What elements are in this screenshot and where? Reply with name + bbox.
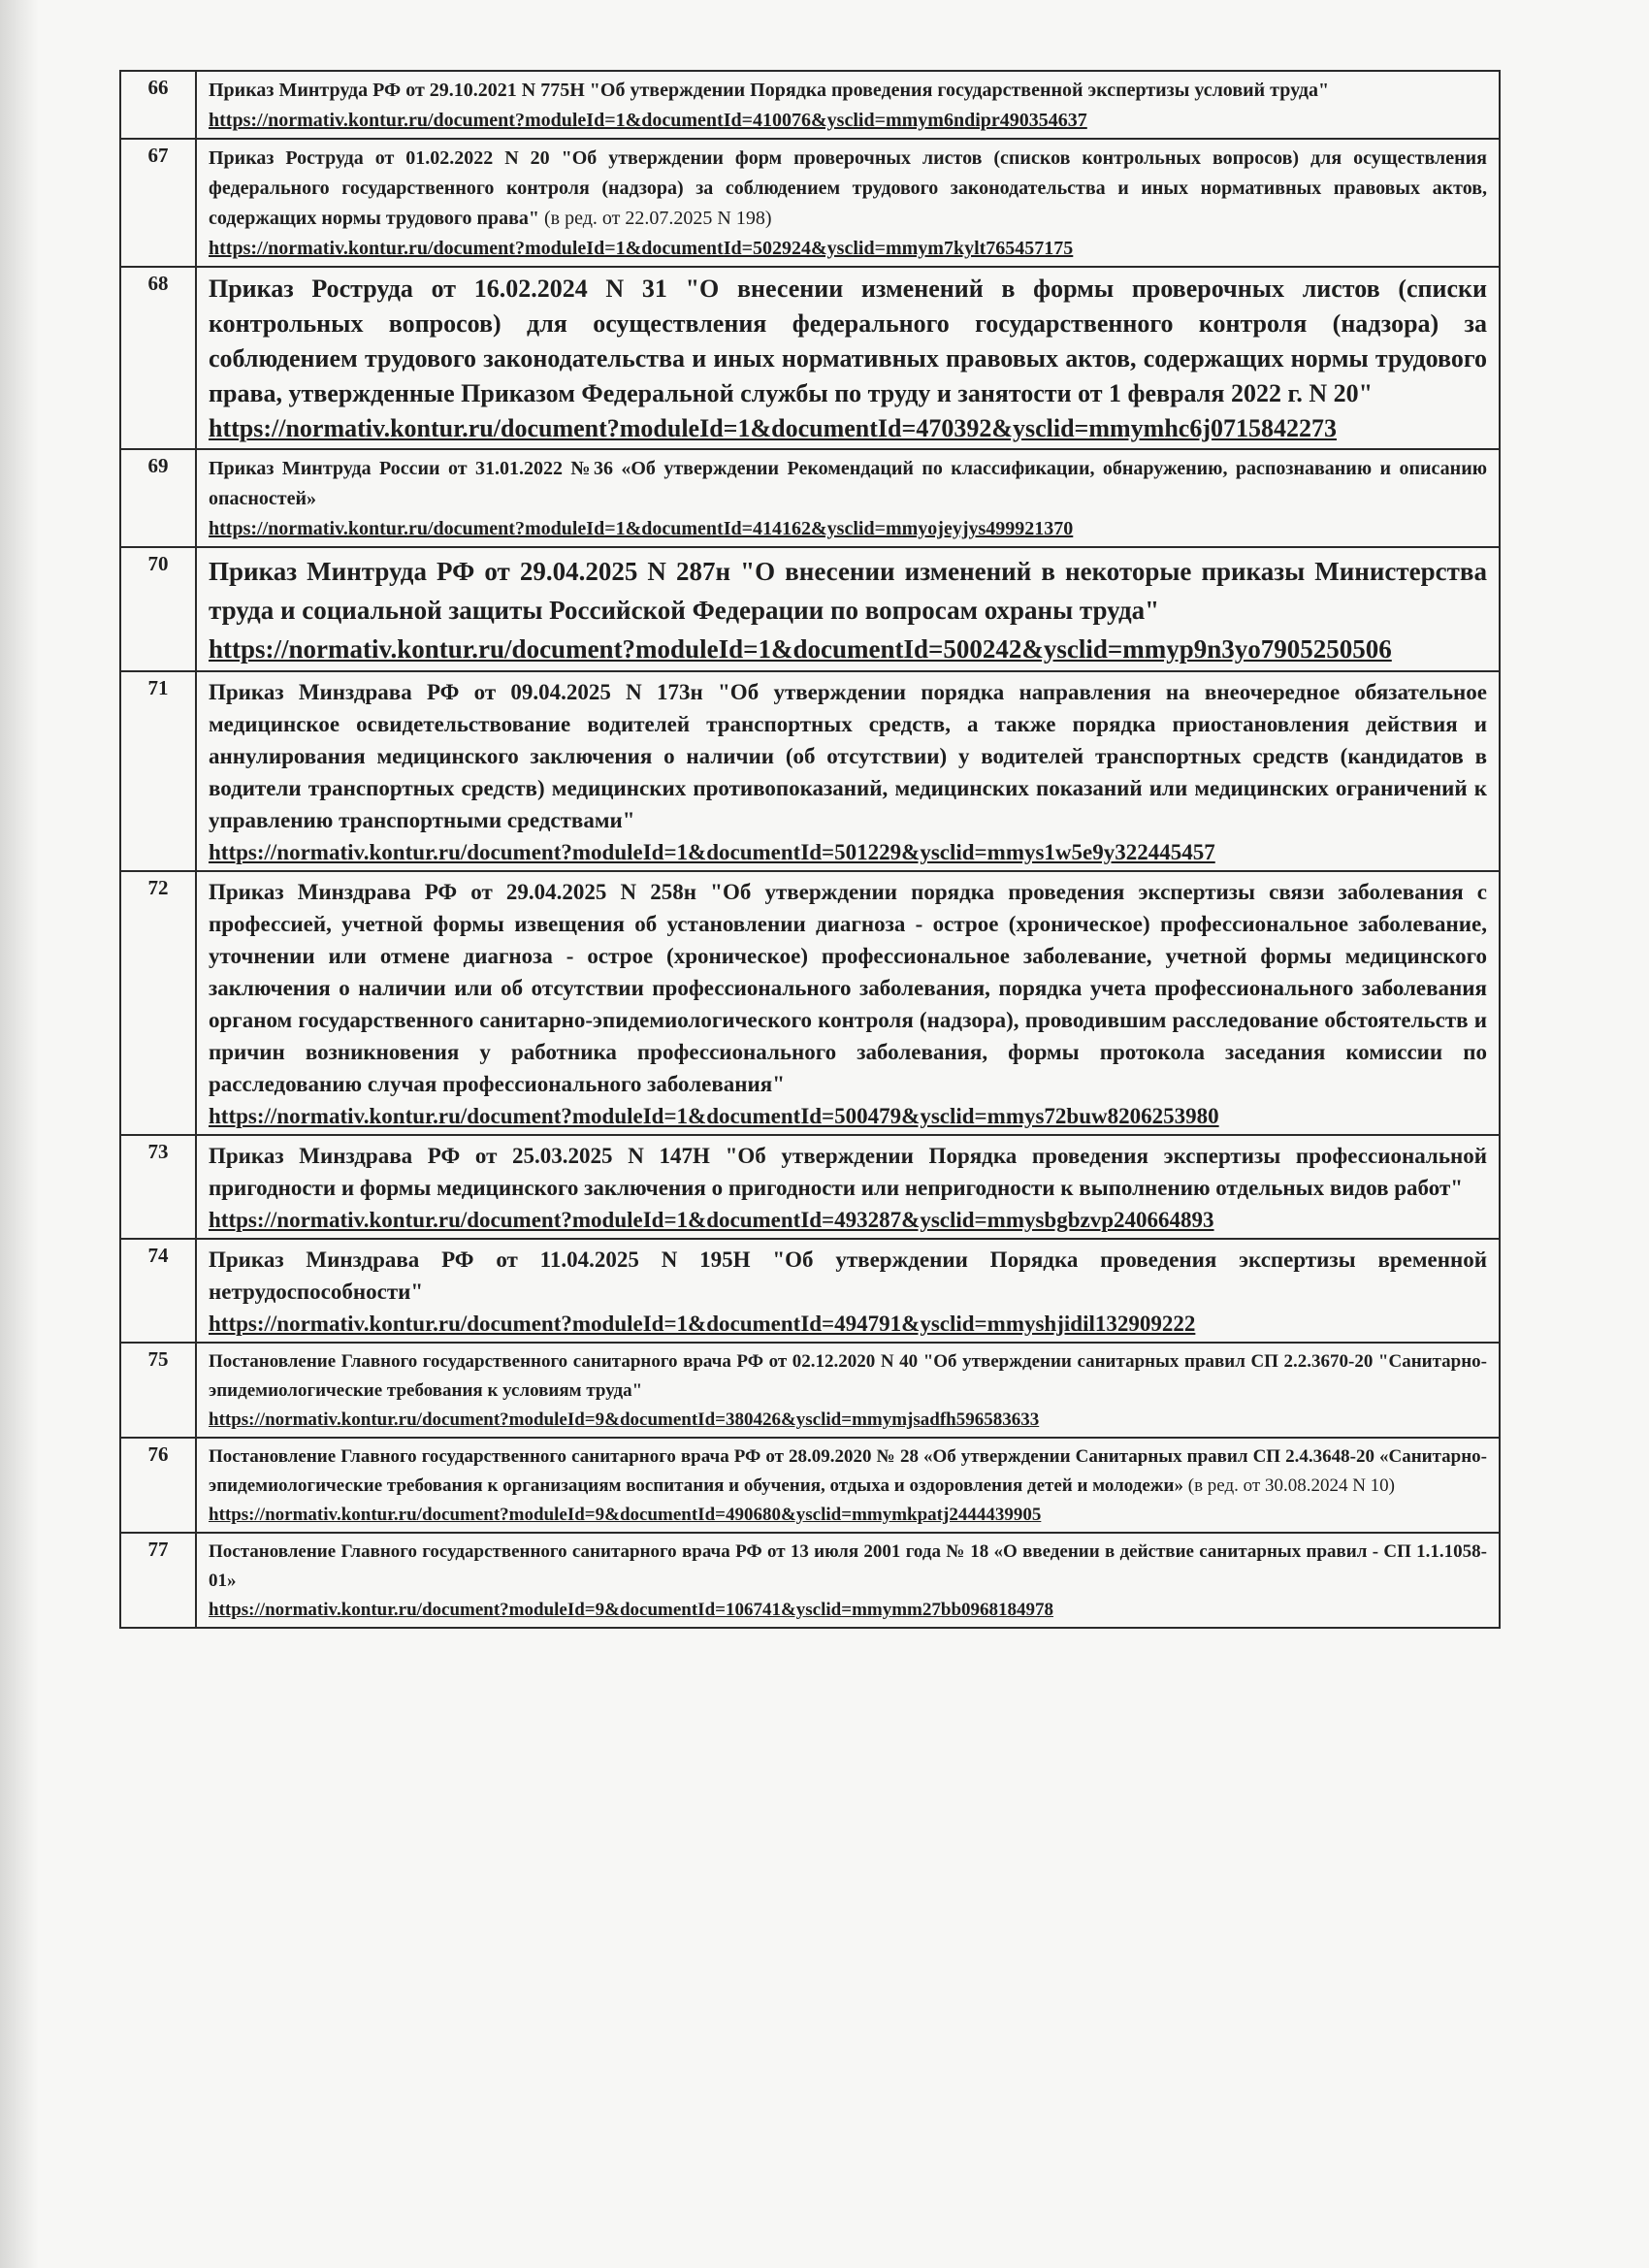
- table-row: [120, 449, 1500, 547]
- row-content: [196, 1239, 1500, 1343]
- document-title: Приказ Минздрава РФ от 25.03.2025 N 147Н "Об утверждении Порядка проведения экспертизы профессиональной пригодности и формы медицинского заключения о пригодности или непригодности к выполнению отдельных видов работ": [209, 1144, 1487, 1200]
- row-content: [196, 1533, 1500, 1628]
- table-row: [120, 267, 1500, 449]
- table-row: [120, 1135, 1500, 1239]
- row-content: [196, 267, 1500, 449]
- document-title: Приказ Роструда от 01.02.2022 N 20 "Об утверждении форм проверочных листов (списков контрольных вопросов) для осуществления федерального государственного контроля (надзора) за соблюдением трудового законодательства и иных нормативных правовых актов, содержащих нормы трудового права" (в ред. от 22.07.2025 N 198): [209, 147, 1487, 229]
- row-content: [196, 671, 1500, 871]
- row-number: 71: [120, 671, 196, 871]
- document-link[interactable]: https://normativ.kontur.ru/document?moduleId=1&documentId=493287&ysclid=mmysbgbzvp240664893: [209, 1208, 1214, 1232]
- row-content: [196, 1135, 1500, 1239]
- row-number: 69: [120, 449, 196, 547]
- document-link[interactable]: https://normativ.kontur.ru/document?moduleId=1&documentId=414162&ysclid=mmyojeyjys499921370: [209, 518, 1074, 539]
- row-number: 70: [120, 547, 196, 671]
- document-link[interactable]: https://normativ.kontur.ru/document?moduleId=1&documentId=500479&ysclid=mmys72buw8206253980: [209, 1104, 1219, 1128]
- table-row: [120, 671, 1500, 871]
- document-title: Постановление Главного государственного санитарного врача РФ от 02.12.2020 N 40 "Об утверждении санитарных правил СП 2.2.3670-20 "Санитарно-эпидемиологические требования к условиям труда": [209, 1351, 1487, 1401]
- document-title: Постановление Главного государственного санитарного врача РФ от 28.09.2020 № 28 «Об утверждении Санитарных правил СП 2.4.3648-20 «Санитарно-эпидемиологические требования к организациям воспитания и обучения, отдыха и оздоровления детей и молодежи» (в ред. от 30.08.2024 N 10): [209, 1446, 1487, 1496]
- row-content: [196, 1343, 1500, 1438]
- row-number: 72: [120, 871, 196, 1135]
- row-content: [196, 871, 1500, 1135]
- row-number: 68: [120, 267, 196, 449]
- table-row: [120, 71, 1500, 139]
- table-row: [120, 1343, 1500, 1438]
- row-content: [196, 1438, 1500, 1533]
- scan-shadow: [0, 0, 39, 2268]
- document-link[interactable]: https://normativ.kontur.ru/document?moduleId=1&documentId=500242&ysclid=mmyp9n3yo7905250506: [209, 634, 1392, 664]
- row-number: 73: [120, 1135, 196, 1239]
- row-content: [196, 449, 1500, 547]
- document-link[interactable]: https://normativ.kontur.ru/document?moduleId=9&documentId=380426&ysclid=mmymjsadfh596583633: [209, 1409, 1040, 1430]
- row-number: 66: [120, 71, 196, 139]
- row-number: 67: [120, 139, 196, 267]
- table-row: [120, 1239, 1500, 1343]
- document-title: Приказ Минздрава РФ от 09.04.2025 N 173н "Об утверждении порядка направления на внеочередное обязательное медицинское освидетельствование водителей транспортных средств, а также порядка приостановления действия и аннулирования медицинского заключения о наличии (об отсутствии) у водителей транспортных средств (кандидатов в водители транспортных средств) медицинских противопоказаний, медицинских показаний или медицинских ограничений к управлению транспортными средствами": [209, 680, 1487, 832]
- document-title: Приказ Минтруда РФ от 29.10.2021 N 775Н "Об утверждении Порядка проведения государственной экспертизы условий труда": [209, 80, 1330, 101]
- document-title: Приказ Минтруда РФ от 29.04.2025 N 287н "О внесении изменений в некоторые приказы Министерства труда и социальной защиты Российской Федерации по вопросам охраны труда": [209, 557, 1487, 625]
- document-link[interactable]: https://normativ.kontur.ru/document?moduleId=1&documentId=410076&ysclid=mmym6ndipr490354637: [209, 110, 1087, 131]
- document-title: Постановление Главного государственного санитарного врача РФ от 13 июля 2001 года № 18 «О введении в действие санитарных правил - СП 1.1.1058-01»: [209, 1541, 1487, 1591]
- document-title: Приказ Роструда от 16.02.2024 N 31 "О внесении изменений в формы проверочных листов (списки контрольных вопросов) для осуществления федерального государственного контроля (надзора) за соблюдением трудового законодательства и иных нормативных правовых актов, содержащих нормы трудового права, утвержденные Приказом Федеральной службы по труду и занятости от 1 февраля 2022 г. N 20": [209, 275, 1487, 407]
- row-content: [196, 139, 1500, 267]
- row-number: 75: [120, 1343, 196, 1438]
- table-row: [120, 547, 1500, 671]
- document-link[interactable]: https://normativ.kontur.ru/document?moduleId=9&documentId=106741&ysclid=mmymm27bb0968184978: [209, 1600, 1054, 1620]
- table-row: [120, 871, 1500, 1135]
- table-row: [120, 1438, 1500, 1533]
- table-row: [120, 139, 1500, 267]
- document-link[interactable]: https://normativ.kontur.ru/document?moduleId=1&documentId=470392&ysclid=mmymhc6j0715842273: [209, 414, 1337, 442]
- document-title: Приказ Минздрава РФ от 29.04.2025 N 258н "Об утверждении порядка проведения экспертизы связи заболевания с профессией, учетной формы извещения об установлении диагноза - острое (хроническое) профессиональное заболевание, уточнении или отмене диагноза - острое (хроническое) профессиональное заболевание, учетной формы медицинского заключения о наличии или об отсутствии профессионального заболевания, порядка учета профессионального заболевания органом государственного санитарно-эпидемиологического контроля (надзора), проводившим расследование обстоятельств и причин возникновения у работника профессионального заболевания, формы протокола заседания комиссии по расследованию случая профессионального заболевания": [209, 880, 1487, 1096]
- row-content: [196, 547, 1500, 671]
- regulations-table: [119, 70, 1501, 1629]
- table-row: [120, 1533, 1500, 1628]
- row-number: 76: [120, 1438, 196, 1533]
- document-link[interactable]: https://normativ.kontur.ru/document?moduleId=9&documentId=490680&ysclid=mmymkpatj2444439905: [209, 1505, 1042, 1525]
- document-title: Приказ Минздрава РФ от 11.04.2025 N 195Н "Об утверждении Порядка проведения экспертизы временной нетрудоспособности": [209, 1247, 1487, 1304]
- document-link[interactable]: https://normativ.kontur.ru/document?moduleId=1&documentId=501229&ysclid=mmys1w5e9y322445457: [209, 840, 1215, 864]
- document-title: Приказ Минтруда России от 31.01.2022 №36 «Об утверждении Рекомендаций по классификации, обнаружению, распознаванию и описанию опасностей»: [209, 458, 1487, 509]
- row-number: 77: [120, 1533, 196, 1628]
- row-number: 74: [120, 1239, 196, 1343]
- row-content: [196, 71, 1500, 139]
- document-link[interactable]: https://normativ.kontur.ru/document?moduleId=1&documentId=494791&ysclid=mmyshjidil132909222: [209, 1312, 1196, 1336]
- document-link[interactable]: https://normativ.kontur.ru/document?moduleId=1&documentId=502924&ysclid=mmym7kylt765457175: [209, 238, 1074, 259]
